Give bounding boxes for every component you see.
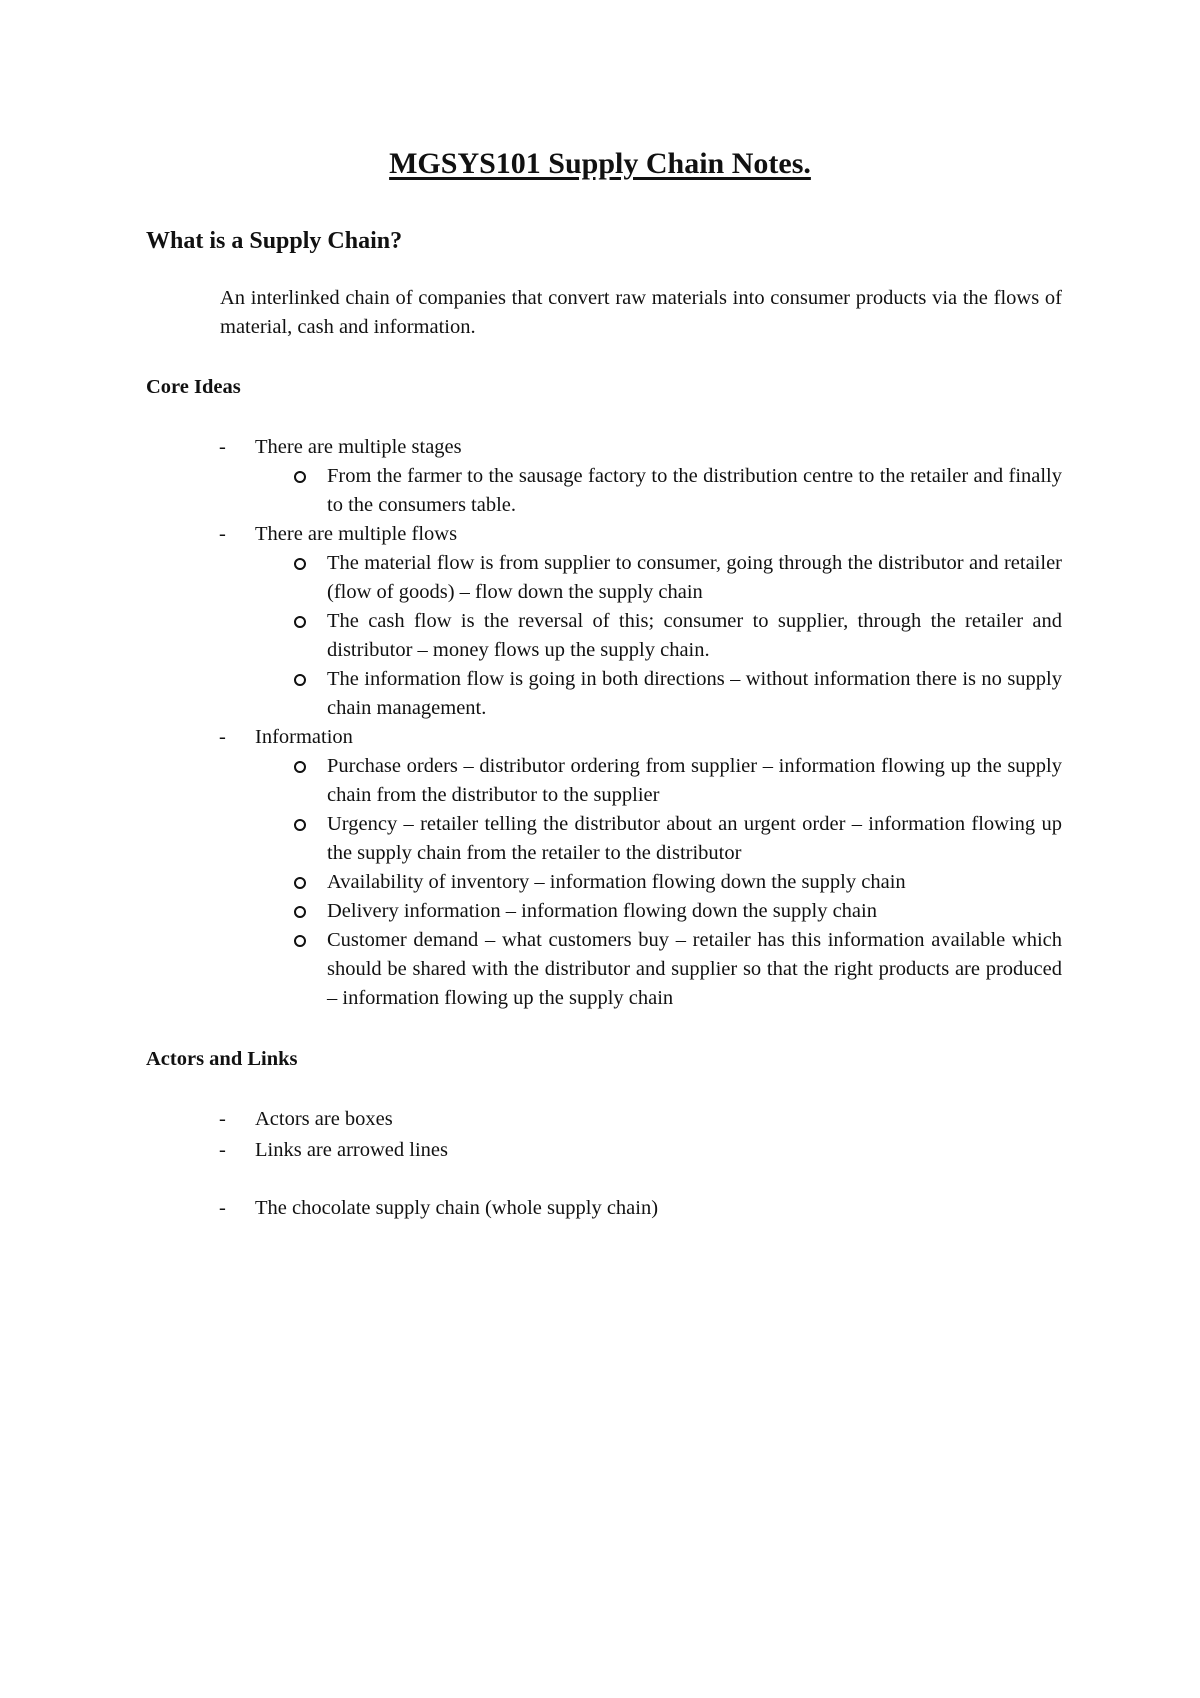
circle-bullet-icon — [294, 877, 306, 889]
sub-item-text: The information flow is going in both directions – without information there is no supply chain management. — [327, 668, 1062, 719]
actors-links-heading: Actors and Links — [146, 1048, 298, 1070]
sub-item-text: Urgency – retailer telling the distributor about an urgent order – information flowing up the supply chain from the retailer to the distributor — [327, 813, 1062, 864]
core-ideas-heading: Core Ideas — [146, 376, 241, 398]
circle-bullet-icon — [294, 906, 306, 918]
sub-list-item — [327, 897, 1062, 926]
list-item-text: The chocolate supply chain (whole supply chain) — [255, 1197, 659, 1219]
dash-bullet: - — [219, 1108, 226, 1130]
sub-item-text: The cash flow is the reversal of this; consumer to supplier, through the retailer and distributor – money flows up the supply chain. — [327, 610, 1062, 661]
sub-list-item — [327, 752, 1062, 810]
section-heading-supply-chain: What is a Supply Chain? — [146, 228, 403, 254]
sub-list-item — [327, 549, 1062, 607]
list-item-text: There are multiple flows — [255, 523, 458, 545]
list-item — [0, 723, 1200, 752]
core-ideas-list — [0, 433, 1200, 1013]
circle-bullet-icon — [294, 819, 306, 831]
sub-item-text: The material flow is from supplier to consumer, going through the distributor and retailer (flow of goods) – flow down the supply chain — [327, 552, 1062, 603]
sub-item-text: Availability of inventory – information flowing down the supply chain — [327, 871, 906, 893]
list-item — [0, 433, 1200, 462]
sub-item-text: Purchase orders – distributor ordering from supplier – information flowing up the supply chain from the distributor to the supplier — [327, 755, 1062, 806]
dash-bullet: - — [219, 523, 226, 545]
list-item-text: Actors are boxes — [255, 1108, 393, 1130]
circle-bullet-icon — [294, 935, 306, 947]
dash-bullet: - — [219, 436, 226, 458]
list-item-text: Links are arrowed lines — [255, 1139, 448, 1161]
list-item — [0, 1105, 1200, 1136]
circle-bullet-icon — [294, 471, 306, 483]
list-item — [0, 520, 1200, 549]
sub-list-item — [327, 926, 1062, 1013]
circle-bullet-icon — [294, 674, 306, 686]
list-item-text: Information — [255, 726, 353, 748]
actors-links-list — [0, 1105, 1200, 1165]
circle-bullet-icon — [294, 616, 306, 628]
chocolate-supply-chain-list — [0, 1194, 1200, 1223]
sub-list-item — [327, 868, 1062, 897]
sub-list-item — [327, 665, 1062, 723]
sub-list-item — [327, 810, 1062, 868]
dash-bullet: - — [219, 1139, 226, 1161]
sub-item-text: From the farmer to the sausage factory to the distribution centre to the retailer and finally to the consumers table. — [327, 465, 1062, 516]
dash-bullet: - — [219, 1197, 226, 1219]
sub-list-item — [327, 607, 1062, 665]
definition-paragraph: An interlinked chain of companies that convert raw materials into consumer products via the flows of material, cash and information. — [220, 287, 1062, 338]
circle-bullet-icon — [294, 761, 306, 773]
list-item — [0, 1194, 1200, 1223]
list-item-text: There are multiple stages — [255, 436, 462, 458]
sub-item-text: Delivery information – information flowing down the supply chain — [327, 900, 877, 922]
list-item — [0, 1136, 1200, 1165]
circle-bullet-icon — [294, 558, 306, 570]
dash-bullet: - — [219, 726, 226, 748]
sub-item-text: Customer demand – what customers buy – retailer has this information available which should be shared with the distributor and supplier so that the right products are produced – information flowing up the supply chain — [327, 929, 1062, 1009]
page-title: MGSYS101 Supply Chain Notes. — [389, 147, 811, 180]
sub-list-item — [327, 462, 1062, 520]
